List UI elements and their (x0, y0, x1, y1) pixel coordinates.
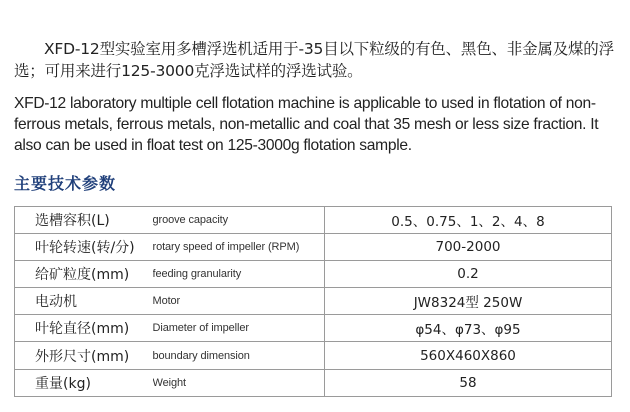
spec-label-cn: 叶轮直径(mm) (15, 315, 153, 342)
spec-row-motor (15, 288, 612, 315)
spec-label-cn: 选槽容积(L) (15, 207, 153, 234)
spec-value: 58 (325, 369, 612, 396)
chinese-description: XFD-12型实验室用多槽浮选机适用于-35目以下粒级的有色、黑色、非金属及煤的浮选；可用来进行125-3000克浮选试样的浮选试验。 (14, 40, 614, 80)
spec-row-capacity (15, 207, 612, 234)
spec-value: 560X460X860 (325, 342, 612, 369)
spec-row-feeding-granularity (15, 261, 612, 288)
spec-value: JW8324型 250W (325, 288, 612, 315)
spec-row-impeller-speed (15, 234, 612, 261)
spec-label-cn: 给矿粒度(mm) (15, 261, 153, 288)
spec-label-cn: 外形尺寸(mm) (15, 342, 153, 369)
spec-label-en: Motor (153, 288, 325, 315)
english-description: XFD-12 laboratory multiple cell flotation machine is applicable to used in flotation of non-ferrous metals, ferrous metals, non-metallic and coal that 35 mesh or less size fraction. It also can be used in float test on 125-3000g flotation sample. (14, 95, 599, 154)
spec-row-impeller-diameter (15, 315, 612, 342)
spec-label-en: Weight (153, 369, 325, 396)
spec-label-en: rotary speed of impeller (RPM) (153, 234, 325, 261)
spec-label-cn: 电动机 (15, 288, 153, 315)
section-title: 主要技术参数 (14, 174, 117, 193)
spec-label-en: feeding granularity (153, 261, 325, 288)
spec-table (14, 206, 612, 397)
spec-label-en: Diameter of impeller (153, 315, 325, 342)
spec-label-en: groove capacity (153, 207, 325, 234)
spec-row-weight (15, 369, 612, 396)
spec-value: 0.5、0.75、1、2、4、8 (325, 207, 612, 234)
spec-label-en: boundary dimension (153, 342, 325, 369)
spec-row-boundary-dimension (15, 342, 612, 369)
spec-label-cn: 叶轮转速(转/分) (15, 234, 153, 261)
spec-value: φ54、φ73、φ95 (325, 315, 612, 342)
spec-value: 0.2 (325, 261, 612, 288)
spec-value: 700-2000 (325, 234, 612, 261)
spec-label-cn: 重量(kg) (15, 369, 153, 396)
